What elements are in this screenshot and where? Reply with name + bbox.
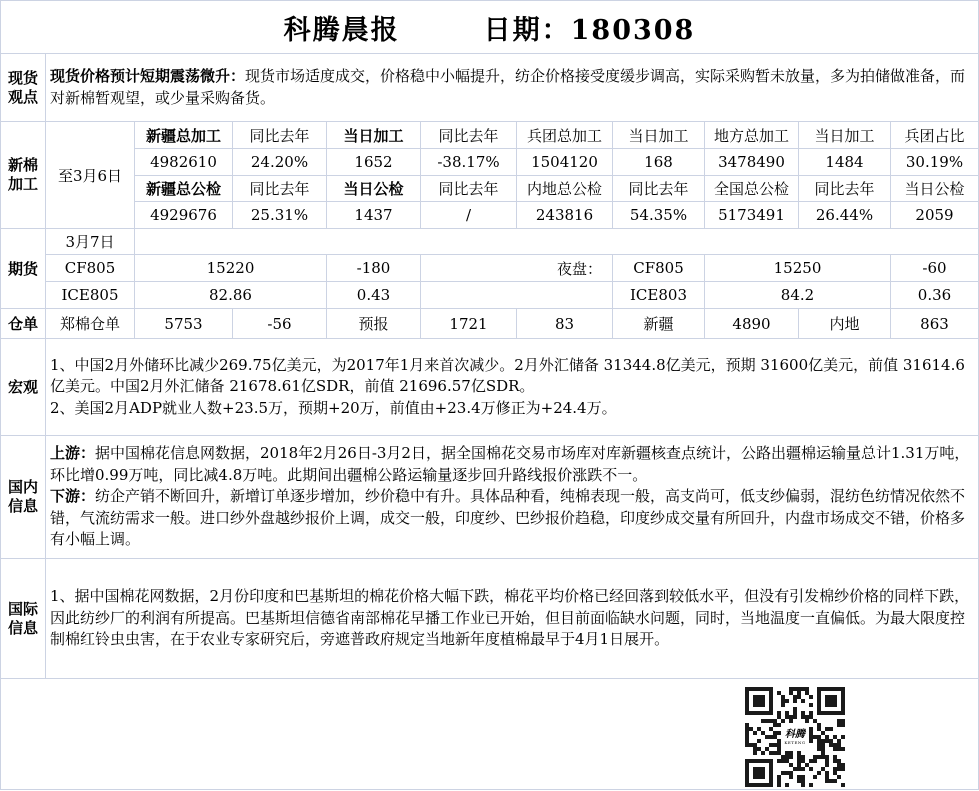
international-info-body bbox=[46, 559, 978, 679]
futures-night-code: CF805 bbox=[613, 255, 705, 282]
futures-price: 82.86 bbox=[135, 282, 327, 309]
macro-item-2: 2、美国2月ADP就业人数+23.5万，预期+20万，前值由+23.4万修正为+24.4万。 bbox=[50, 398, 617, 417]
futures-date: 3月7日 bbox=[46, 229, 135, 255]
new-cotton-date: 至3月6日 bbox=[46, 122, 135, 229]
nc-header: 同比去年 bbox=[233, 176, 327, 202]
receipts-cell: 内地 bbox=[799, 309, 891, 339]
futures-change: 0.43 bbox=[327, 282, 421, 309]
downstream-lead: 下游： bbox=[50, 487, 96, 506]
receipts-cell: 1721 bbox=[421, 309, 517, 339]
futures-label: 期货 bbox=[1, 229, 46, 309]
nc-header: 当日加工 bbox=[327, 122, 421, 149]
futures-night-price: 15250 bbox=[705, 255, 891, 282]
nc-header: 同比去年 bbox=[421, 122, 517, 149]
nc-value: 1504120 bbox=[517, 149, 613, 176]
nc-value: 26.44% bbox=[799, 202, 891, 229]
international-text: 1、据中国棉花网数据，2月份印度和巴基斯坦的棉花价格大幅下跌，棉花平均价格已经回落到较低水平，但没有引发棉纱价格的同样下跌，因此纺纱厂的利润有所提高。巴基斯坦信德省南部棉花早播工作业已开始，但目前面临缺水问题，同时，当地温度一直偏低。为最大限度控制棉红铃虫虫害，在于农业专家研究后，旁遮普政府规定当地新年度植棉最早于4月1日展开。 bbox=[50, 587, 970, 649]
futures-code: CF805 bbox=[46, 255, 135, 282]
receipts-cell: 83 bbox=[517, 309, 613, 339]
nc-header: 当日加工 bbox=[799, 122, 891, 149]
futures-night-change: -60 bbox=[891, 255, 978, 282]
domestic-info-body bbox=[46, 436, 978, 559]
futures-night-price: 84.2 bbox=[705, 282, 891, 309]
spot-view-body bbox=[46, 54, 978, 122]
nc-header: 当日公检 bbox=[327, 176, 421, 202]
new-cotton-label: 新棉加工 bbox=[1, 122, 46, 229]
nc-value: 4982610 bbox=[135, 149, 233, 176]
report-name: 科腾晨报 bbox=[283, 14, 400, 46]
nc-value: 243816 bbox=[517, 202, 613, 229]
nc-value: 24.20% bbox=[233, 149, 327, 176]
futures-night-code: ICE803 bbox=[613, 282, 705, 309]
receipts-cell: 郑棉仓单 bbox=[46, 309, 135, 339]
qr-center-logo bbox=[781, 723, 809, 751]
nc-value: 54.35% bbox=[613, 202, 705, 229]
futures-empty-cell bbox=[135, 229, 978, 255]
section-futures bbox=[1, 229, 978, 309]
upstream-lead: 上游： bbox=[50, 444, 96, 463]
nc-value: 30.19% bbox=[891, 149, 978, 176]
nc-value: 2059 bbox=[891, 202, 978, 229]
macro-label: 宏观 bbox=[1, 339, 46, 436]
nc-value: 1437 bbox=[327, 202, 421, 229]
nc-header: 内地总公检 bbox=[517, 176, 613, 202]
section-domestic-info bbox=[1, 436, 978, 559]
futures-change: -180 bbox=[327, 255, 421, 282]
receipts-cell: -56 bbox=[233, 309, 327, 339]
section-spot-view bbox=[1, 54, 978, 122]
section-international-info bbox=[1, 559, 978, 679]
futures-night-change: 0.36 bbox=[891, 282, 978, 309]
macro-item-1: 1、中国2月外储环比减少269.75亿美元，为2017年1月来首次减少。2月外汇储备 31344.8亿美元，预期 31600亿美元，前值 31614.6亿美元。中国2月外汇储备 21678.61亿SDR，前值 21696.57亿SDR。 bbox=[50, 355, 965, 396]
section-receipts bbox=[1, 309, 978, 339]
receipts-cell: 4890 bbox=[705, 309, 799, 339]
spot-view-label: 现货观点 bbox=[1, 54, 46, 122]
qr-logo-cn: 科腾 bbox=[785, 728, 805, 740]
section-new-cotton bbox=[1, 122, 978, 229]
receipts-cell: 863 bbox=[891, 309, 978, 339]
nc-header: 全国总公检 bbox=[705, 176, 799, 202]
macro-body bbox=[46, 339, 978, 436]
nc-value: 3478490 bbox=[705, 149, 799, 176]
upstream-text: 据中国棉花信息网数据，2018年2月26日-3月2日，据全国棉花交易市场库对库新疆核查点统计，公路出疆棉运输量总计1.31万吨，环比增0.99万吨，同比减4.8万吨。此期间出疆棉公路运输量逐步回升路线报价涨跌不一。 bbox=[50, 444, 970, 484]
nc-value: / bbox=[421, 202, 517, 229]
footer-row bbox=[1, 679, 978, 789]
receipts-label: 仓单 bbox=[1, 309, 46, 339]
futures-code: ICE805 bbox=[46, 282, 135, 309]
nc-header: 同比去年 bbox=[233, 122, 327, 149]
nc-header: 当日加工 bbox=[613, 122, 705, 149]
nc-value: -38.17% bbox=[421, 149, 517, 176]
nc-header: 当日公检 bbox=[891, 176, 978, 202]
nc-header: 地方总加工 bbox=[705, 122, 799, 149]
section-macro bbox=[1, 339, 978, 436]
futures-price: 15220 bbox=[135, 255, 327, 282]
qr-code bbox=[745, 687, 845, 787]
nc-value: 4929676 bbox=[135, 202, 233, 229]
nc-header: 同比去年 bbox=[799, 176, 891, 202]
nc-header: 同比去年 bbox=[421, 176, 517, 202]
nc-header: 新疆总加工 bbox=[135, 122, 233, 149]
nc-value: 5173491 bbox=[705, 202, 799, 229]
report-title-row bbox=[1, 1, 978, 54]
nc-value: 1652 bbox=[327, 149, 421, 176]
nc-header: 兵团占比 bbox=[891, 122, 978, 149]
receipts-cell: 预报 bbox=[327, 309, 421, 339]
nc-header: 兵团总加工 bbox=[517, 122, 613, 149]
nc-value: 1484 bbox=[799, 149, 891, 176]
nc-value: 25.31% bbox=[233, 202, 327, 229]
receipts-cell: 5753 bbox=[135, 309, 233, 339]
downstream-text: 纺企产销不断回升，新增订单逐步增加，纱价稳中有升。具体品种看，纯棉表现一般，高支尚可，低支纱偏弱，混纺色纺情况依然不错，气流纺需求一般。进口纱外盘越纱报价上调，成交一般，印度纱、巴纱报价趋稳，印度纱成交量有所回升，内盘市场成交不错，价格多有小幅上调。 bbox=[50, 487, 966, 549]
nc-header: 新疆总公检 bbox=[135, 176, 233, 202]
nc-value: 168 bbox=[613, 149, 705, 176]
night-session-label: 夜盘： bbox=[421, 255, 613, 282]
night-session-label bbox=[421, 282, 613, 309]
spot-view-lead: 现货价格预计短期震荡微升： bbox=[50, 67, 246, 85]
domestic-info-label: 国内信息 bbox=[1, 436, 46, 559]
spot-view-text: 现货市场适度成交，价格稳中小幅提升，纺企价格接受度缓步调高，实际采购暂未放量，多为拍储做准备，而对新棉暂观望，或少量采购备货。 bbox=[50, 67, 966, 107]
international-info-label: 国际信息 bbox=[1, 559, 46, 679]
receipts-cell: 新疆 bbox=[613, 309, 705, 339]
report-date: 日期：180308 bbox=[483, 14, 696, 46]
qr-logo-en: KETENG bbox=[784, 739, 806, 745]
nc-header: 同比去年 bbox=[613, 176, 705, 202]
